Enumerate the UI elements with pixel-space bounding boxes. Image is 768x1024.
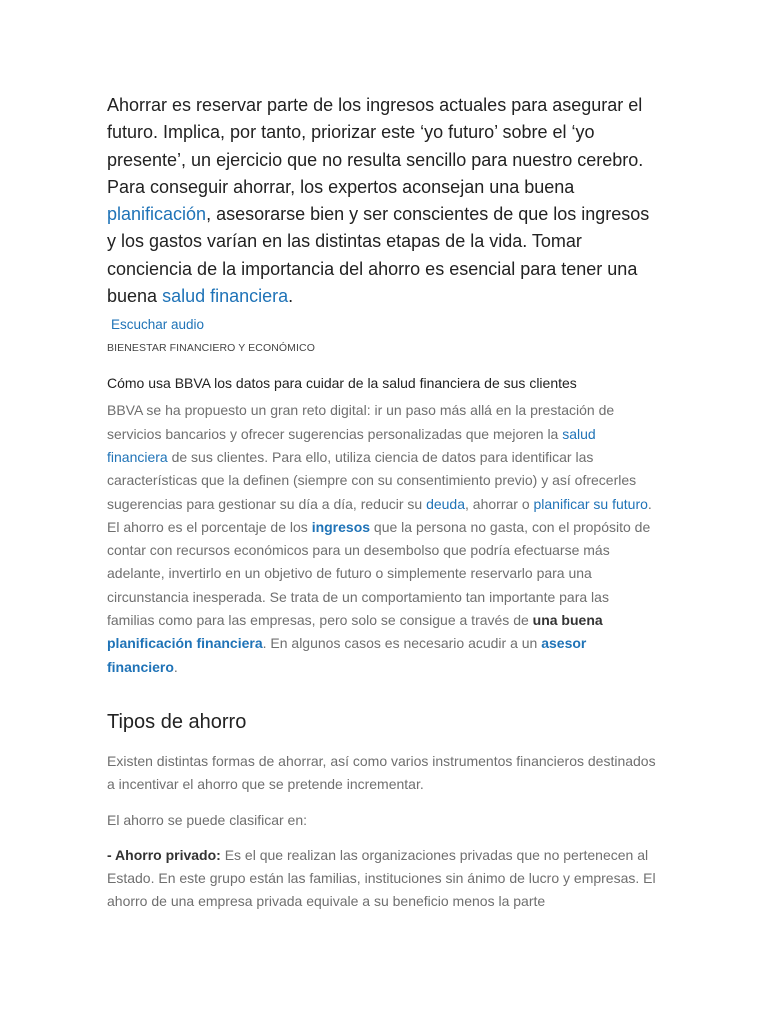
paragraph-text: BBVA se ha propuesto un gran reto digital: ir un paso más allá en la prestación de servicios bancarios y ofrecer sugerencias personalizadas que mejoren la (107, 402, 615, 442)
paragraph-text: que la persona no gasta, con el propósito de contar con recursos económicos para un desembolso que podría efectuarse más adelante, invertirlo en un objetivo de futuro o simplemente reservarlo para una circunstancia inesperada. Se trata de un comportamiento tan importante para las familias como para las empresas, pero solo se consigue a través de (107, 518, 651, 629)
paragraph-text: El ahorro es el porcentaje de los (107, 518, 312, 535)
paragraph-ahorro-privado (107, 844, 659, 914)
salud-financiera-link[interactable]: salud financiera (162, 286, 289, 307)
asesor-financiero-link-label: asesor financiero (107, 635, 587, 675)
ingresos-link-label: ingresos (311, 518, 371, 535)
related-article-title[interactable]: Cómo usa BBVA los datos para cuidar de la salud financiera de sus clientes (107, 375, 577, 392)
paragraph-text: Es el que realizan las organizaciones privadas que no pertenecen al Estado. En este grupo están las familias, instituciones sin ánimo de lucro y empresas. El ahorro de una empresa privada equivale a su beneficio menos la parte (107, 846, 656, 910)
bold-text: una buena (532, 612, 603, 629)
paragraph-formas-ahorrar: Existen distintas formas de ahorrar, así como varios instrumentos financieros destinados a incentivar el ahorro que se pretende incrementar. (107, 752, 656, 793)
bold-text: - Ahorro privado: (107, 846, 221, 863)
category-label: BIENESTAR FINANCIERO Y ECONÓMICO (107, 342, 315, 355)
paragraph-text: . (173, 658, 178, 675)
planificacion-financiera-link[interactable] (107, 635, 263, 651)
paragraph-text: . (647, 495, 652, 512)
lead-text: , asesorarse bien y ser conscientes de que los ingresos y los gastos varían en las distintas etapas de la vida. Tomar conciencia de la importancia del ahorro es esencial para tener una buena (107, 204, 650, 307)
planificar-futuro-link[interactable]: planificar su futuro (533, 495, 648, 512)
listen-audio-link[interactable]: Escuchar audio (111, 317, 205, 333)
planificacion-link[interactable]: planificación (107, 204, 207, 225)
paragraph-text: . En algunos casos es necesario acudir a un (262, 635, 542, 652)
article (107, 92, 659, 914)
planificacion-financiera-link-label: planificación financiera (107, 635, 263, 652)
lead-text: Ahorrar es reservar parte de los ingresos actuales para asegurar el futuro. Implica, por tanto, priorizar este ‘yo futuro’ sobre el ‘yo presente’, un ejercicio que no resulta sencillo para nuestro cerebro. Para conseguir ahorrar, los expertos aconsejan una buena (107, 95, 644, 197)
lead-text: . (288, 286, 294, 307)
paragraph-bbva (107, 399, 659, 515)
lead-paragraph (107, 92, 659, 310)
deuda-link[interactable]: deuda (426, 495, 466, 512)
paragraph-clasificacion: El ahorro se puede clasificar en: (107, 811, 307, 828)
paragraph-ahorro-definicion (107, 516, 659, 679)
ingresos-link[interactable] (312, 519, 370, 535)
section-heading: Tipos de ahorro (107, 710, 247, 733)
salud-financiera-link[interactable]: salud financiera (107, 425, 596, 465)
paragraph-text: , ahorrar o (465, 495, 534, 512)
paragraph-text: de sus clientes. Para ello, utiliza ciencia de datos para identificar las características que la definen (siempre con su consentimiento previo) y así ofrecerles sugerencias para gestionar su día a día, reducir su (107, 448, 637, 512)
